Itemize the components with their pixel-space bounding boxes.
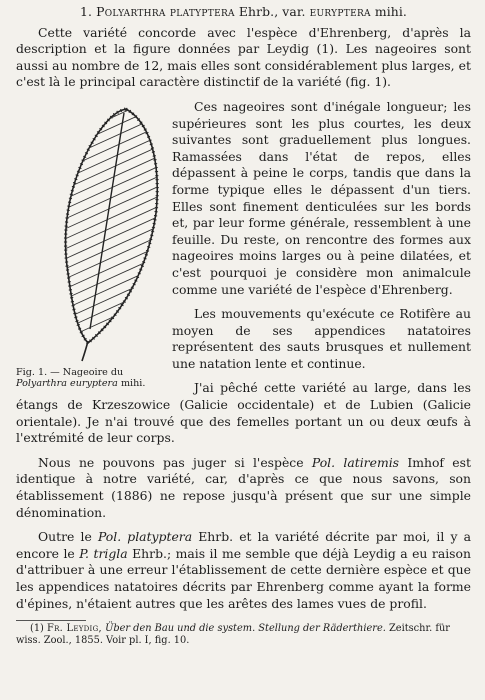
footnote-title: Über den Bau und die system. Stellung der Räderthiere.	[105, 623, 386, 635]
variety-name: euryptera	[309, 4, 371, 19]
footnote-author: Fr. Leydig,	[47, 623, 102, 635]
footnote-marker: (1)	[30, 623, 44, 635]
paragraph-1: Cette variété concorde avec l'espèce d'Ehrenberg, d'après la description et la figure données par Leydig (1). Les nageoires sont aussi au nombre de 12, mais elles sont considérablement plus larges, et c'est là le principal caractère distinctif de la variété (fig. 1).	[16, 24, 471, 90]
figure-caption	[16, 367, 164, 389]
variety-prefix: var.	[282, 4, 306, 19]
paragraph-6	[16, 529, 471, 612]
paragraph-6-text-a: Outre le	[38, 529, 92, 545]
paragraph-4: J'ai pêché cette variété au large, dans les étangs de Krzeszowice (Galicie occidentale) et de Lubien (Galicie orientale). Je n'ai trouvé que des femelles portant un ou deux œufs à l'extrémité de leur corps.	[16, 380, 471, 446]
section-heading	[16, 4, 471, 21]
paragraph-5	[16, 455, 471, 521]
paragraph-5-species: Pol. latiremis	[311, 454, 400, 470]
footnote	[16, 623, 471, 647]
paragraph-2: Ces nageoires sont d'inégale longueur; les supérieures sont les plus courtes, les deux suivantes sont graduellement plus longues. Ramassées dans l'état de repos, elles dépassent à peine le corps, tandis que dans la forme typique elles le dépassent d'un tiers. Elles sont finement denticulées sur les bords et, par leur forme générale, ressemblent à une feuille. Du reste, on rencontre des formes aux nageoires moins larges ou à peine dilatées, et c'est pourquoi je considère mon animalcule comme une variété de l'espèce d'Ehrenberg.	[172, 98, 471, 297]
paragraph-6-text-c: Ehrb.; mais il me semble que déjà Leydig a eu raison d'attribuer à une erreur l'établissement de cette dernière espèce et que les appendices natatoires décrits par Ehrenberg comme ayant la forme d'épines, n'étaient autres que les arêtes des lames vues de profil.	[16, 545, 471, 611]
leaf-shaped-fin-drawing-icon	[16, 103, 164, 365]
paragraph-6-species-1: Pol. platyptera	[97, 529, 193, 545]
figure-caption-author: mihi.	[120, 377, 146, 389]
paragraph-6-text-b: Ehrb. et la variété décrite par moi, il y a encore le	[16, 529, 471, 561]
footnote-source: Zeitschr. für wiss. Zool., 1855. Voir pl. I, fig. 10.	[16, 623, 450, 647]
paragraph-6-species-2: P. trigla	[79, 545, 128, 561]
variety-author: mihi.	[374, 4, 407, 19]
section-number: 1.	[80, 4, 93, 19]
species-author: Ehrb.,	[238, 4, 279, 19]
figure-1	[16, 103, 164, 389]
figure-caption-species: Polyarthra euryptera	[16, 377, 118, 389]
paragraph-5-text-b: Imhof est identique à notre variété, car, d'après ce que nous savons, son établissement (1886) ne repose jusqu'à présent que sur une simple dénomination.	[16, 454, 471, 520]
footnote-divider	[16, 620, 86, 621]
paragraph-3: Les mouvements qu'exécute ce Rotifère au moyen de ses appendices natatoires représentent des sauts brusques et nullement une natation lente et continue.	[172, 306, 471, 371]
species-name: Polyarthra platyptera	[96, 4, 235, 19]
figure-caption-label: Fig. 1. — Nageoire du	[16, 366, 124, 378]
paragraph-5-text-a: Nous ne pouvons pas juger si l'espèce	[38, 454, 304, 470]
